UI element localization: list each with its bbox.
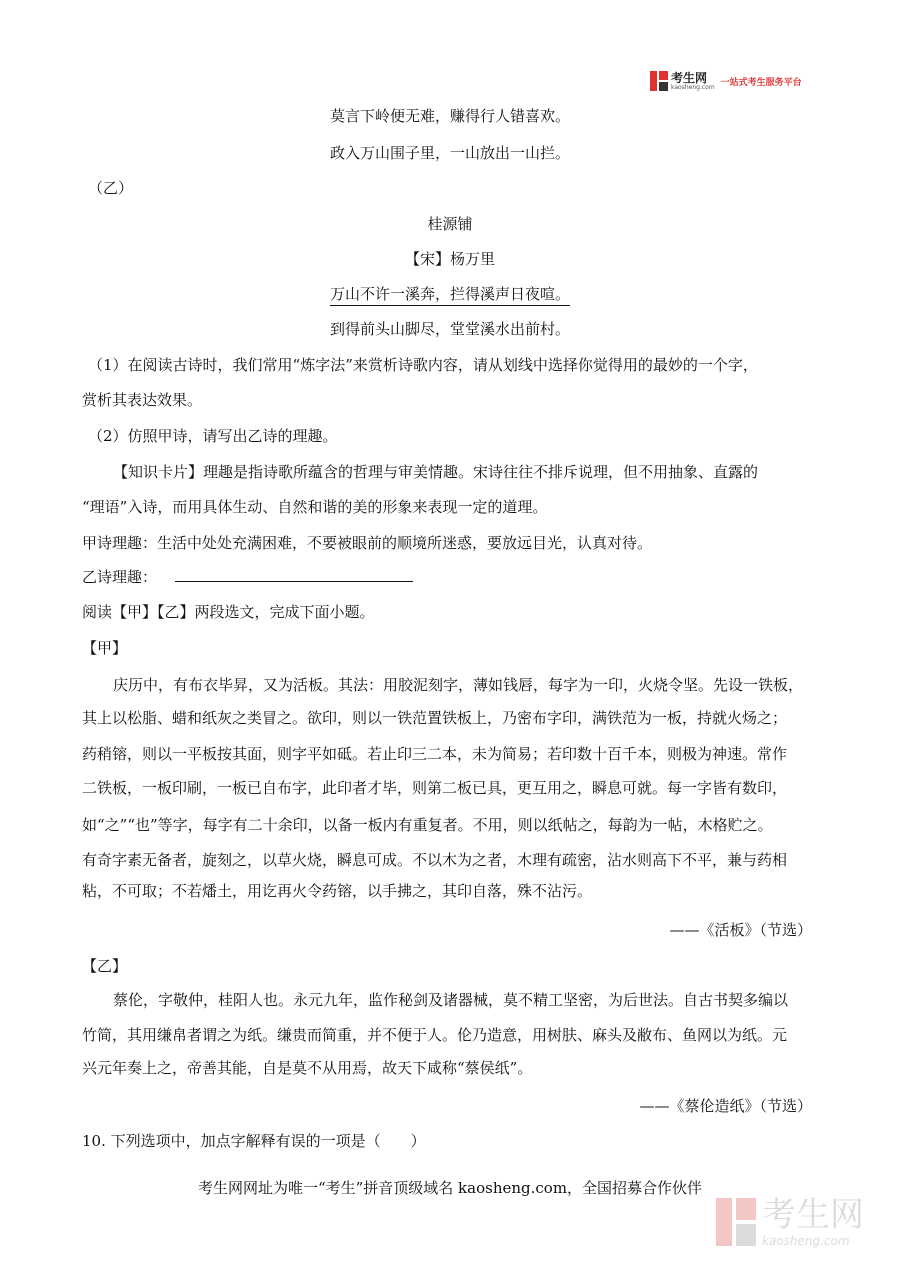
question-10: 10. 下列选项中，加点字解释有误的一项是（ ）	[82, 1132, 426, 1150]
underlined-verse: 万山不许一溪奔，拦得溪声日夜喧。	[330, 285, 570, 306]
passage-jia-line: 如“之”“也”等字，每字有二十余印，以备一板内有重复者。不用，则以纸帖之，每韵为一帖，木格贮之。	[82, 816, 773, 834]
question-2: （2）仿照甲诗，请写出乙诗的理趣。	[88, 427, 338, 445]
header-logo	[650, 68, 802, 94]
watermark-name: 考生网	[762, 1195, 864, 1235]
logo-slogan: 一站式考生服务平台	[720, 77, 802, 88]
passage-jia-source: ——《活板》（节选）	[669, 921, 812, 939]
poem-yi-marker: （乙）	[88, 179, 134, 197]
logo-domain: kaosheng.com	[671, 83, 715, 91]
yi-poem-theme-label: 乙诗理趣：	[82, 568, 158, 586]
watermark-domain: kaosheng.com	[762, 1234, 850, 1248]
poem-jia-line3: 莫言下岭便无难，赚得行人错喜欢。	[329, 107, 570, 125]
answer-blank[interactable]	[175, 567, 413, 582]
passage-yi-line: 竹简，其用缣帛者谓之为纸。缣贵而简重，并不便于人。伦乃造意，用树肤、麻头及敝布、鱼网以为纸。元	[82, 1026, 788, 1044]
logo-name: 考生网	[671, 70, 708, 85]
yi-poem-theme	[82, 567, 413, 587]
passage-jia-line: 其上以松脂、蜡和纸灰之类冒之。欲印，则以一铁范置铁板上，乃密布字印，满铁范为一板，持就火炀之；	[82, 709, 788, 727]
knowledge-card-cont: “理语”入诗，而用具体生动、自然和谐的美的形象来表现一定的道理。	[82, 498, 548, 516]
logo-mark-icon	[650, 71, 668, 91]
poem-yi-line1	[0, 284, 900, 304]
question-1-cont: 赏析其表达效果。	[82, 391, 203, 409]
watermark-logo-icon	[716, 1198, 756, 1246]
knowledge-card: 【知识卡片】理趣是指诗歌所蕴含的哲理与审美情趣。宋诗往往不排斥说理，但不用抽象、直露的	[113, 463, 759, 481]
passage-jia-line: 粘，不可取；不若燔土，用讫再火令药镕，以手拂之，其印自落，殊不沾污。	[82, 882, 593, 900]
passage-jia-label: 【甲】	[82, 639, 128, 657]
passage-yi-line: 兴元年奏上之，帝善其能，自是莫不从用焉，故天下咸称“蔡侯纸”。	[82, 1059, 533, 1077]
poem-yi-title: 桂源铺	[427, 215, 473, 233]
question-1: （1）在阅读古诗时，我们常用“炼字法”来赏析诗歌内容，请从划线中选择你觉得用的最妙的一个字，	[88, 356, 758, 374]
passage-jia-line: 庆历中，有布衣毕昇，又为活板。其法：用胶泥刻字，薄如钱唇，每字为一印，火烧令坚。先设一铁板，	[113, 676, 804, 694]
passage-yi-line: 蔡伦，字敬仲，桂阳人也。永元九年，监作秘剑及诸器械，莫不精工坚密，为后世法。自古书契多编以	[113, 991, 789, 1009]
reading-intro: 阅读【甲】【乙】两段选文，完成下面小题。	[82, 603, 375, 621]
passage-yi-source: ——《蔡伦造纸》（节选）	[639, 1097, 812, 1115]
passage-jia-line: 有奇字素无备者，旋刻之，以草火烧，瞬息可成。不以木为之者，木理有疏密，沾水则高下不平，兼与药相	[82, 851, 788, 869]
passage-yi-label: 【乙】	[82, 957, 128, 975]
footer-note: 考生网网址为唯一“考生”拼音顶级域名 kaosheng.com，全国招募合作伙伴	[197, 1179, 703, 1197]
poem-jia-line4: 政入万山围子里，一山放出一山拦。	[329, 144, 570, 162]
poem-yi-author: 【宋】杨万里	[404, 250, 495, 268]
passage-jia-line: 二铁板，一板印刷，一板已自布字，此印者才毕，则第二板已具，更互用之，瞬息可就。每一字皆有数印，	[82, 779, 788, 797]
jia-poem-theme: 甲诗理趣：生活中处处充满困难，不要被眼前的顺境所迷惑，要放远目光，认真对待。	[82, 534, 653, 552]
poem-yi-line2: 到得前头山脚尽，堂堂溪水出前村。	[329, 320, 570, 338]
watermark	[716, 1196, 864, 1248]
passage-jia-line: 药稍镕，则以一平板按其面，则字平如砥。若止印三二本，未为简易；若印数十百千本，则极为神速。常作	[82, 745, 788, 763]
